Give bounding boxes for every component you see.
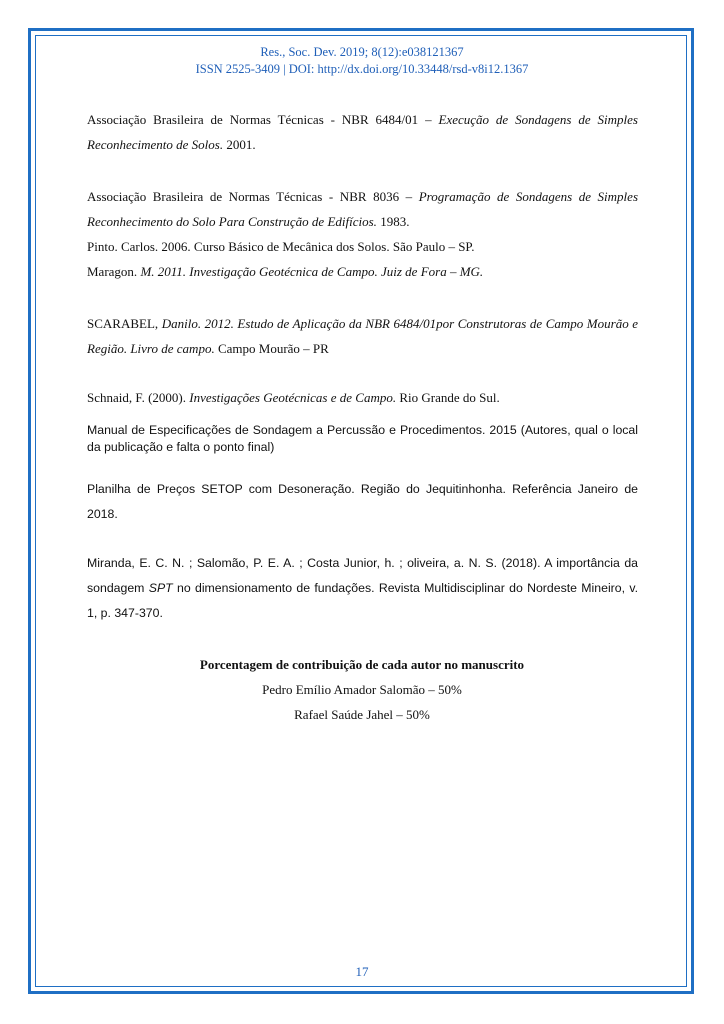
- reference-schnaid: [87, 385, 638, 410]
- reference-title: M. 2011. Investigação Geotécnica de Campo. Juiz de Fora – MG.: [140, 264, 484, 279]
- reference-scarabel: [87, 311, 638, 361]
- reference-author: Schnaid, F. (2000).: [87, 390, 190, 405]
- page-number: 17: [355, 964, 369, 979]
- reference-miranda: [87, 551, 638, 626]
- author-contribution-1: Pedro Emílio Amador Salomão – 50%: [262, 682, 462, 697]
- reference-author: Maragon.: [87, 264, 141, 279]
- reference-setop: [87, 477, 638, 527]
- reference-text: Pinto. Carlos. 2006. Curso Básico de Mecânica dos Solos. São Paulo – SP.: [87, 239, 475, 254]
- reference-author: Associação Brasileira de Normas Técnicas - NBR 6484/01 –: [87, 112, 439, 127]
- reference-nbr-6484: [87, 107, 638, 157]
- reference-year: 1983.: [376, 214, 410, 229]
- reference-author: Associação Brasileira de Normas Técnicas - NBR 8036 –: [87, 189, 419, 204]
- reference-author: SCARABEL,: [87, 316, 162, 331]
- author-contribution-2: Rafael Saúde Jahel – 50%: [294, 707, 430, 722]
- reference-maragon: [87, 259, 638, 284]
- reference-text: Planilha de Preços SETOP com Desoneração. Região do Jequitinhonha. Referência Janeiro de 2018.: [87, 482, 638, 521]
- reference-rest: no dimensionamento de fundações. Revista Multidisciplinar do Nordeste Mineiro, v. 1, p. 347-370.: [87, 581, 639, 620]
- reference-title: Danilo. 2012. Estudo de Aplicação da NBR 6484/01por Construtoras de Campo Mourão e Região. Livro de campo.: [87, 316, 638, 356]
- reference-emphasis: SPT: [148, 581, 173, 595]
- reference-nbr-8036: [87, 184, 638, 234]
- reference-place: Rio Grande do Sul.: [396, 390, 500, 405]
- reference-authors: Miranda, E. C. N. ; Salomão, P. E. A. ; Costa Junior, h. ; oliveira, a. N. S. (2018). A importância da sondagem: [87, 556, 638, 595]
- reference-title: Investigações Geotécnicas e de Campo.: [189, 390, 397, 405]
- journal-citation: Res., Soc. Dev. 2019; 8(12):e038121367: [260, 45, 464, 59]
- journal-issn-doi: ISSN 2525-3409 | DOI: http://dx.doi.org/10.33448/rsd-v8i12.1367: [195, 62, 529, 76]
- reference-year: 2001.: [223, 137, 256, 152]
- contribution-heading: Porcentagem de contribuição de cada autor no manuscrito: [199, 657, 525, 672]
- reference-text: Manual de Especificações de Sondagem a Percussão e Procedimentos. 2015 (Autores, qual o local da publicação e falta o ponto final): [87, 423, 638, 454]
- reference-place: Campo Mourão – PR: [214, 341, 329, 356]
- reference-manual: [87, 422, 638, 456]
- reference-title: Programação de Sondagens de Simples Reconhecimento do Solo Para Construção de Edifícios.: [87, 189, 638, 229]
- reference-title: Execução de Sondagens de Simples Reconhecimento de Solos.: [87, 112, 638, 152]
- reference-pinto: [87, 234, 638, 259]
